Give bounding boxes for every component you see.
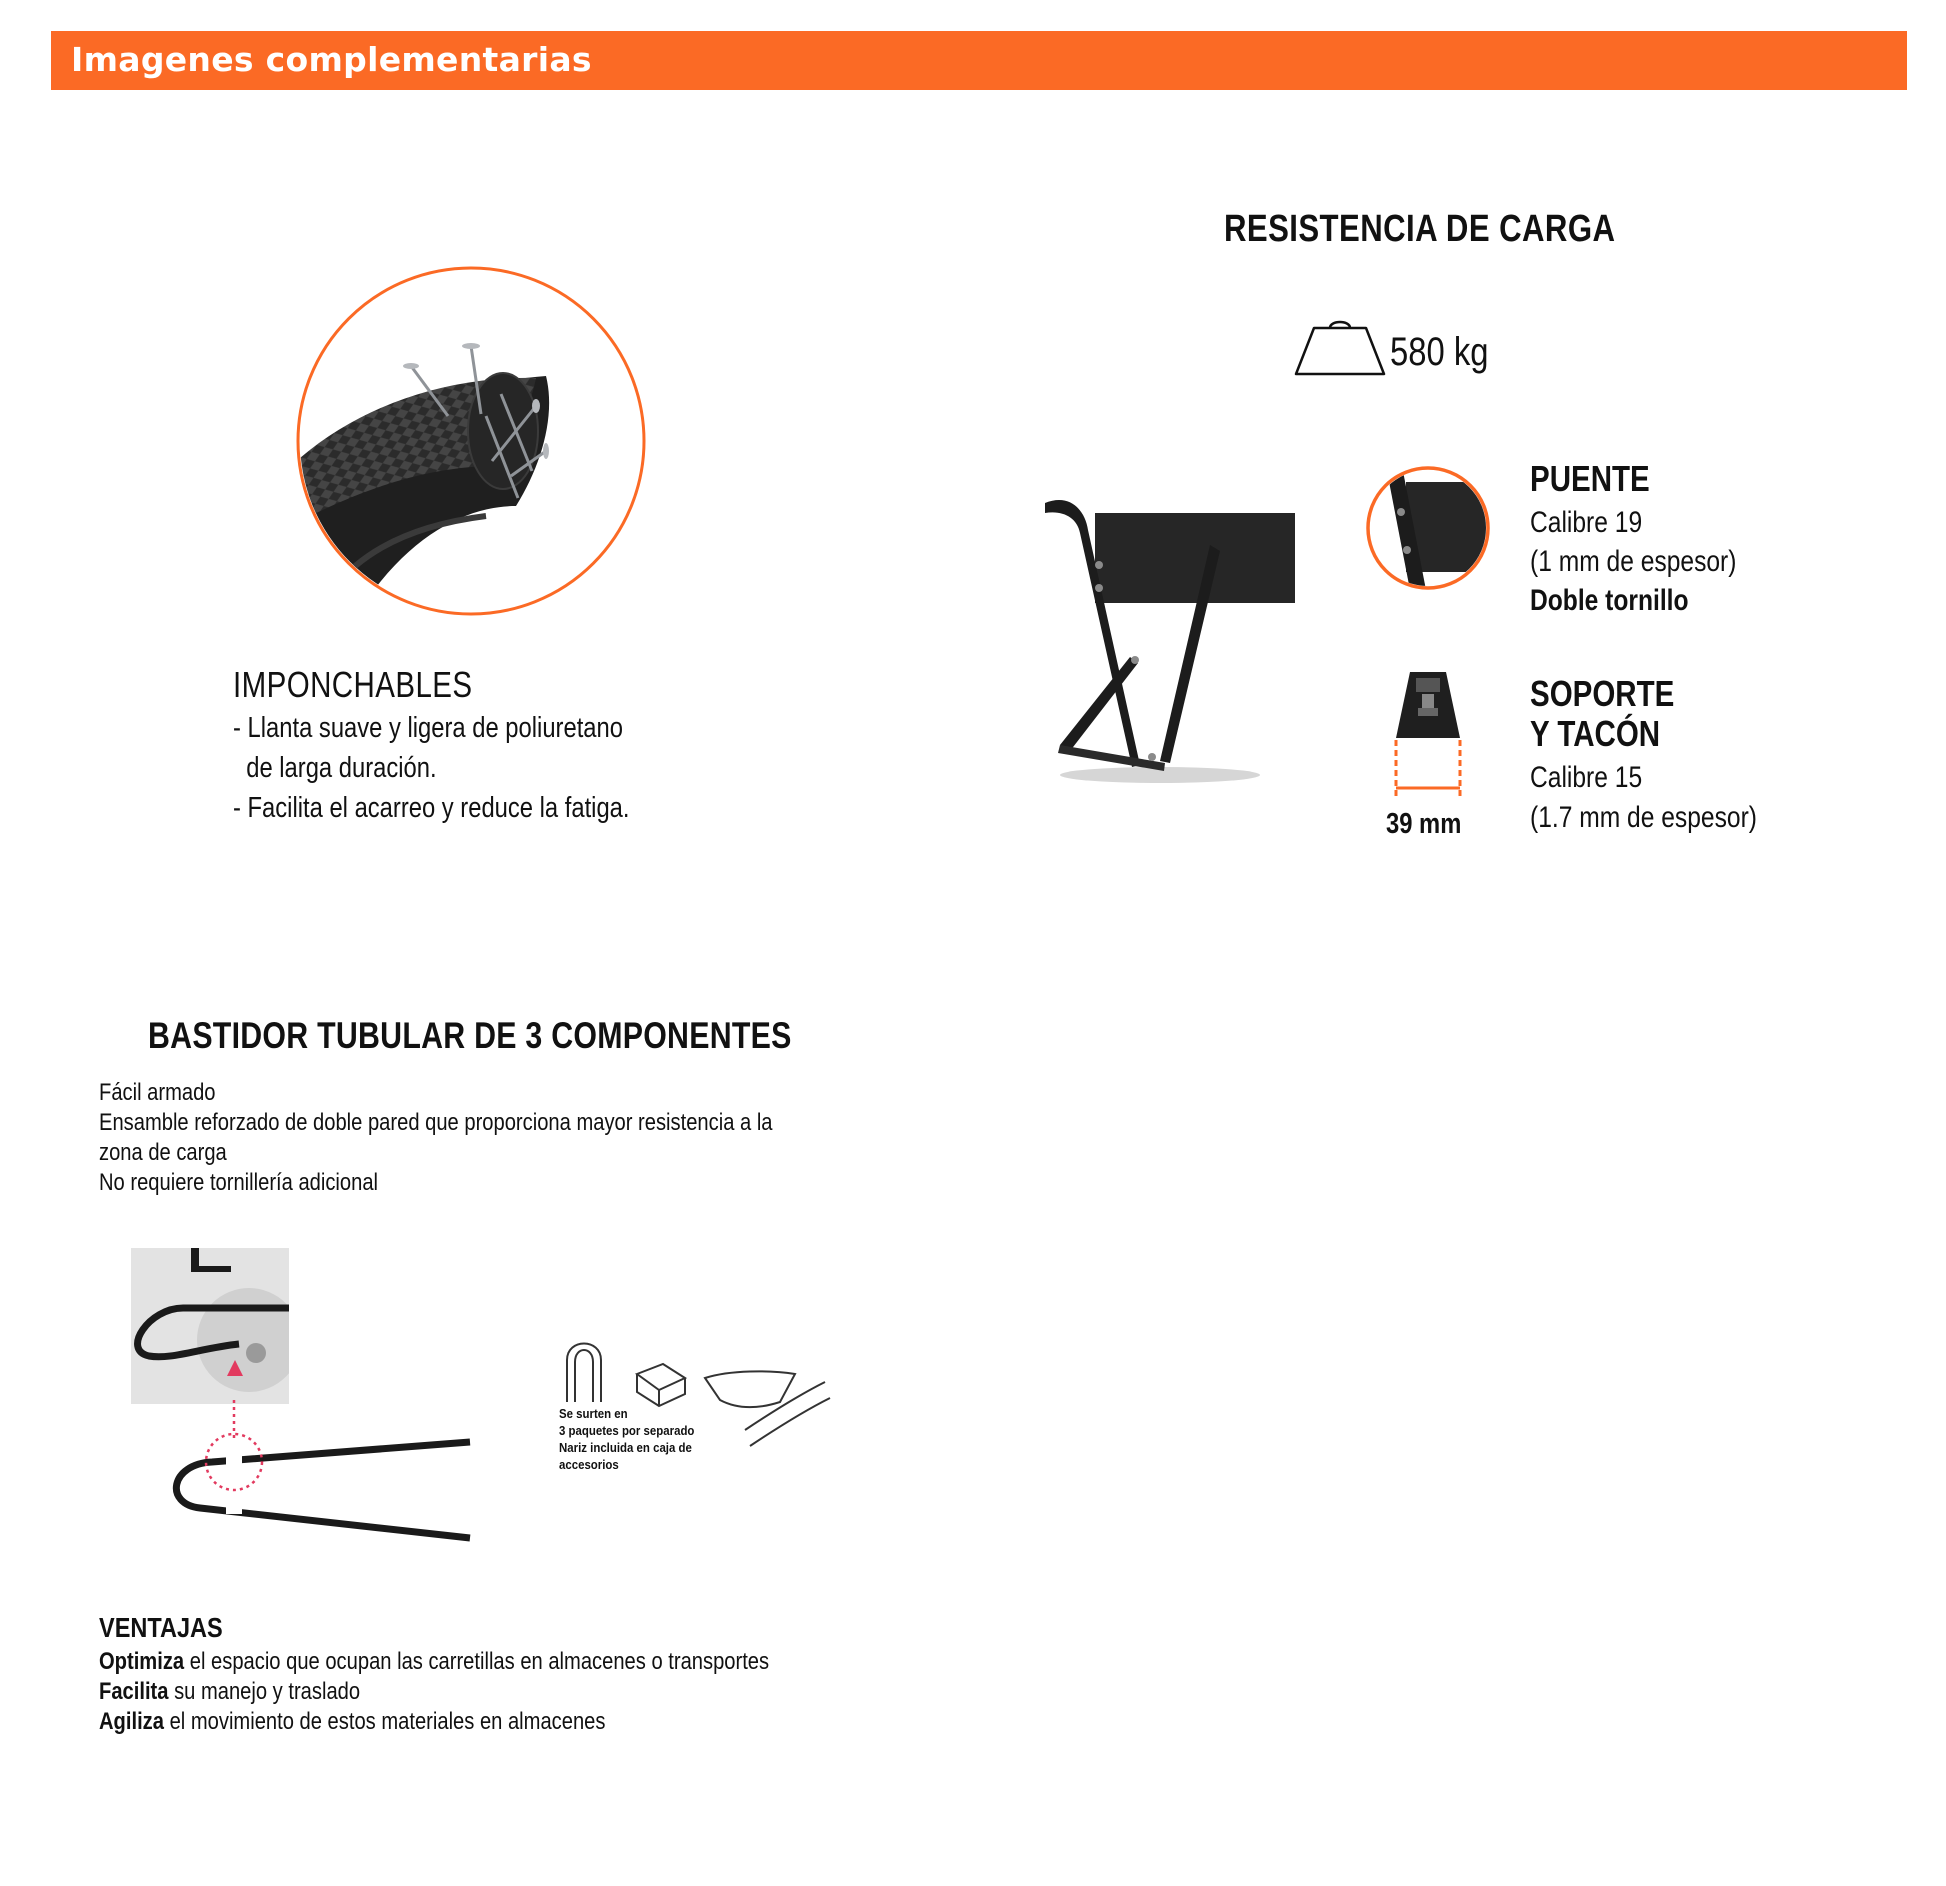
soporte-gauge: Calibre 15: [1530, 761, 1643, 794]
tubular-frame-diagram: [150, 1400, 480, 1550]
ventajas-title: VENTAJAS: [99, 1612, 223, 1643]
ventaja-text: el espacio que ocupan las carretillas en almacenes o transportes: [184, 1648, 770, 1675]
load-capacity-value: 580 kg: [1390, 330, 1489, 374]
soporte-width-label: 39 mm: [1386, 808, 1462, 840]
soporte-title-line: Y TACÓN: [1530, 713, 1661, 754]
frame-assembly-photo: [131, 1248, 289, 1404]
soporte-profile-image: [1388, 668, 1468, 800]
imponchables-title: IMPONCHABLES: [233, 664, 473, 705]
load-resistance-title: RESISTENCIA DE CARGA: [1224, 208, 1616, 250]
bastidor-description: [99, 1078, 855, 1198]
package-note: [559, 1405, 694, 1473]
ventaja-text: su manejo y traslado: [168, 1678, 361, 1705]
soporte-title-line: SOPORTE: [1530, 673, 1675, 714]
soporte-specs: [1530, 758, 1757, 838]
puente-screws: Doble tornillo: [1530, 584, 1689, 617]
weight-icon: [1292, 318, 1388, 378]
ventajas-list: [99, 1647, 855, 1737]
section-header-banner: [51, 31, 1907, 90]
imponchables-line: - Facilita el acarreo y reduce la fatiga.: [233, 792, 630, 824]
package-note-line: Nariz incluida en caja de: [559, 1440, 692, 1455]
ventaja-keyword: Optimiza: [99, 1648, 185, 1675]
tire-puncture-image: [296, 266, 646, 616]
bastidor-line: Fácil armado: [99, 1079, 216, 1106]
puente-thickness: (1 mm de espesor): [1530, 545, 1737, 578]
puente-detail-image: [1366, 466, 1490, 590]
ventaja-text: el movimiento de estos materiales en almacenes: [163, 1708, 606, 1735]
imponchables-line: - Llanta suave y ligera de poliuretano: [233, 712, 623, 744]
package-note-line: accesorios: [559, 1457, 619, 1472]
package-note-line: Se surten en: [559, 1406, 628, 1421]
imponchables-description: [233, 708, 630, 828]
soporte-thickness: (1.7 mm de espesor): [1530, 801, 1757, 834]
puente-gauge: Calibre 19: [1530, 506, 1643, 539]
bastidor-line: Ensamble reforzado de doble pared que proporciona mayor resistencia a la: [99, 1109, 773, 1136]
puente-title: PUENTE: [1530, 458, 1650, 499]
ventaja-item: [99, 1707, 855, 1737]
package-note-line: 3 paquetes por separado: [559, 1423, 695, 1438]
bastidor-line: zona de carga: [99, 1139, 227, 1166]
bastidor-title: BASTIDOR TUBULAR DE 3 COMPONENTES: [148, 1015, 792, 1056]
ventaja-keyword: Facilita: [99, 1678, 169, 1705]
bastidor-line: No requiere tornillería adicional: [99, 1169, 379, 1196]
imponchables-line: de larga duración.: [233, 752, 437, 784]
ventaja-keyword: Agiliza: [99, 1708, 164, 1735]
wheelbarrow-frame-image: [1040, 495, 1300, 795]
section-header-title: Imagenes complementarias: [71, 40, 592, 79]
ventaja-item: [99, 1677, 855, 1707]
soporte-title: [1530, 674, 1674, 754]
puente-specs: [1530, 503, 1736, 620]
ventaja-item: [99, 1647, 855, 1677]
